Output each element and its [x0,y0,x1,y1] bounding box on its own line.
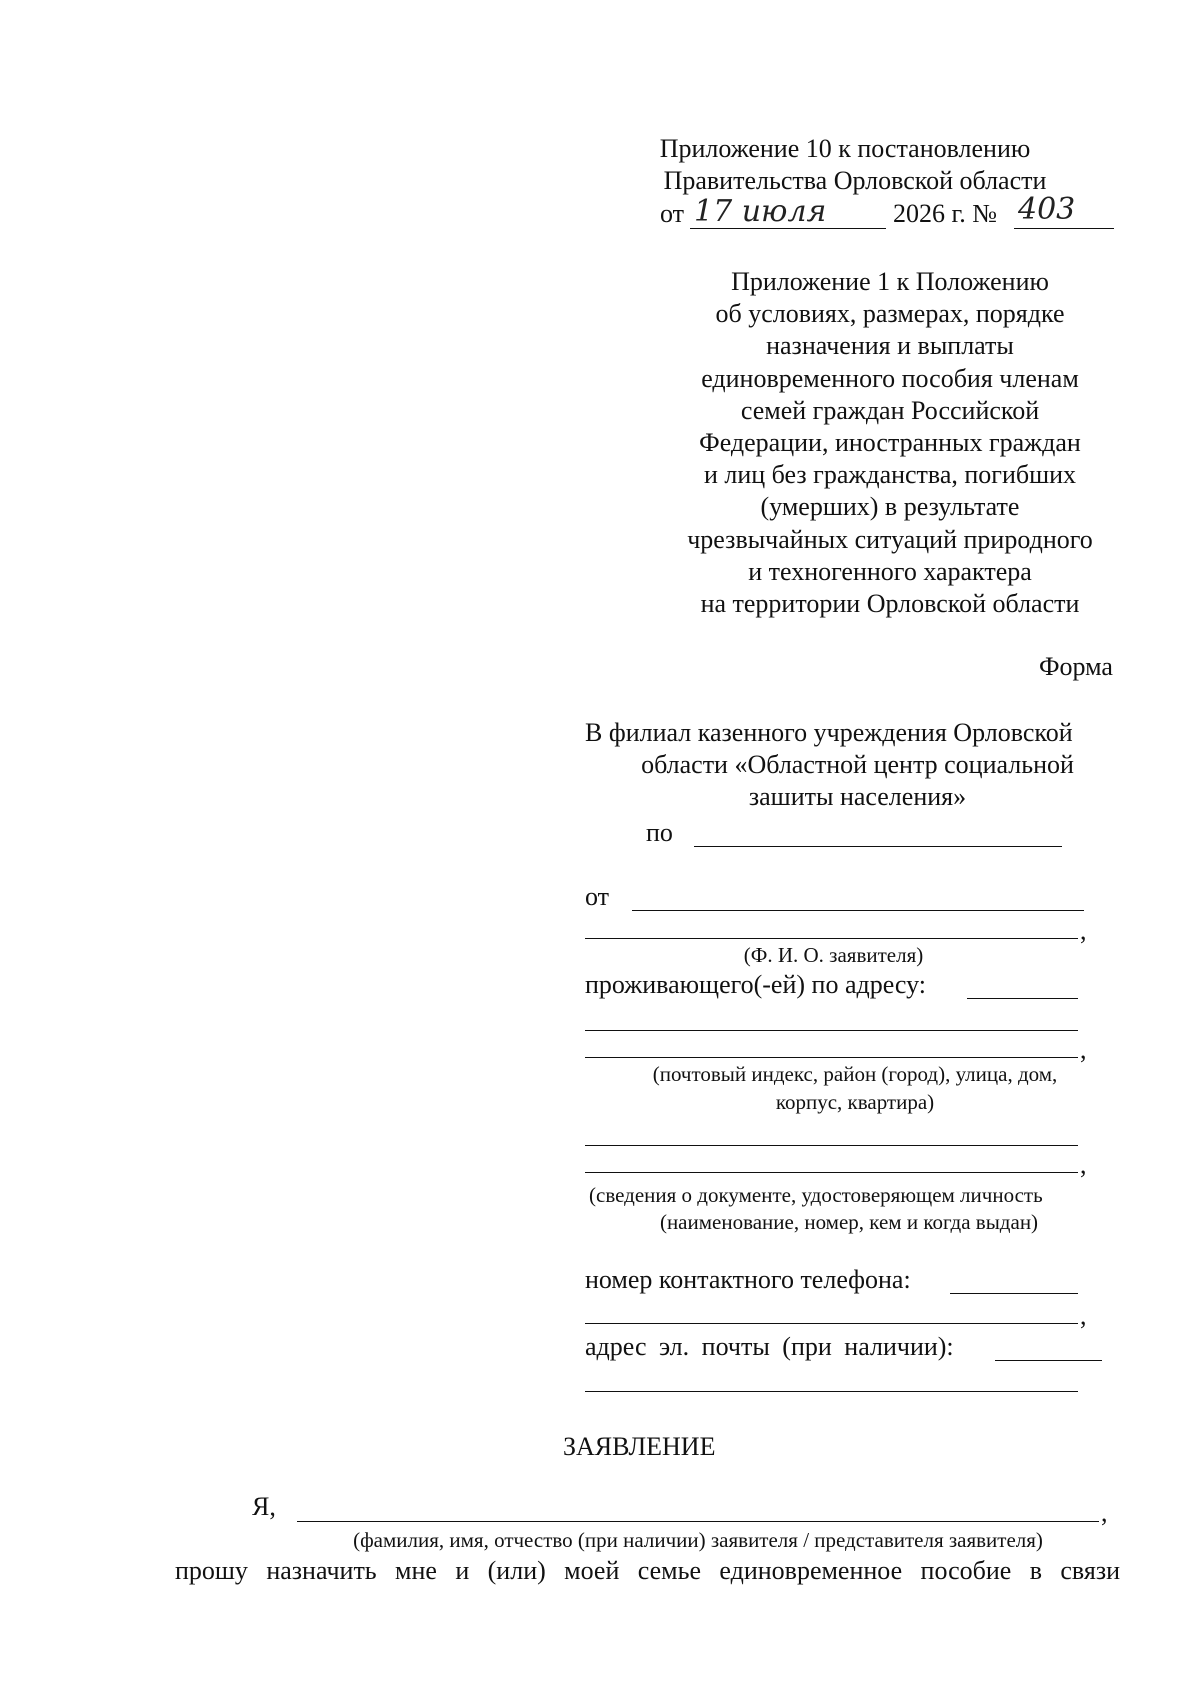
number-field-line [1014,228,1114,229]
from-label: от [585,882,610,911]
name-hint: (фамилия, имя, отчество (при наличии) заявителя / представителя заявителя) [353,1528,1043,1552]
po-label: по [646,818,673,847]
date-prefix: от [660,199,685,228]
form-label: Форма [1039,652,1113,681]
comma: , [1101,1498,1108,1527]
regulation-line: (умерших) в результате [760,492,1020,522]
phone-label: номер контактного телефона: [585,1265,911,1294]
regulation-line: Приложение 1 к Положению [731,267,1049,296]
regulation-line: назначения и выплаты [766,331,1014,361]
addressee-line3: зашиты населения» [748,782,967,811]
document-field-line-2[interactable] [585,1172,1078,1173]
regulation-line: единовременного пособия членам [701,363,1079,393]
regulation-line: Федерации, иностранных граждан [699,428,1081,458]
regulation-line: семей граждан Российской [740,395,1040,425]
address-label: проживающего(-ей) по адресу: [585,970,926,999]
number-handwritten: 403 [1018,192,1076,227]
document-field-line[interactable] [585,1145,1078,1146]
applicant-name-field-line-2[interactable] [585,938,1078,939]
comma: , [1080,1301,1087,1330]
phone-field-line-2[interactable] [585,1323,1078,1324]
branch-field-line[interactable] [694,846,1062,847]
fio-hint: (Ф. И. О. заявителя) [743,943,924,967]
appendix-title-line2: Правительства Орловской области [663,166,1047,195]
year-number-label: 2026 г. № [893,199,998,228]
email-field-line-2[interactable] [585,1391,1078,1392]
i-label: Я, [252,1492,276,1521]
applicant-fullname-field-line[interactable] [297,1521,1099,1522]
regulation-appendix-block [610,266,1170,620]
document-hint-line1: (сведения о документе, удостоверяющем личность [589,1183,1043,1207]
regulation-line: на территории Орловской области [700,589,1080,619]
address-hint-line2: корпус, квартира) [775,1090,935,1114]
document-hint-line2: (наименование, номер, кем и когда выдан) [659,1210,1039,1234]
comma: , [1080,1150,1087,1179]
regulation-line: и техногенного характера [748,556,1032,586]
addressee-line2: области «Областной центр социальной [641,750,1074,779]
date-handwritten: 17 июля [694,194,827,229]
statement-title: ЗАЯВЛЕНИЕ [563,1432,716,1461]
address-field-line[interactable] [967,998,1078,999]
comma: , [1080,1035,1087,1064]
appendix-title-line1: Приложение 10 к постановлению [659,134,1031,163]
addressee-line1: В филиал казенного учреждения Орловской [585,718,1073,747]
email-label: адрес эл. почты (при наличии): [585,1332,954,1361]
address-field-line-2[interactable] [585,1030,1078,1031]
statement-body-line: прошу назначить мне и (или) моей семье единовременное пособие в связи [175,1556,1120,1585]
regulation-line: и лиц без гражданства, погибших [703,460,1077,490]
applicant-name-field-line[interactable] [632,910,1084,911]
comma: , [1080,916,1087,945]
phone-field-line[interactable] [950,1293,1078,1294]
regulation-line: об условиях, размерах, порядке [715,299,1065,329]
email-field-line[interactable] [995,1360,1102,1361]
address-hint-line1: (почтовый индекс, район (город), улица, дом, [652,1062,1058,1086]
regulation-line: чрезвычайных ситуаций природного [687,524,1093,554]
address-field-line-3[interactable] [585,1057,1078,1058]
